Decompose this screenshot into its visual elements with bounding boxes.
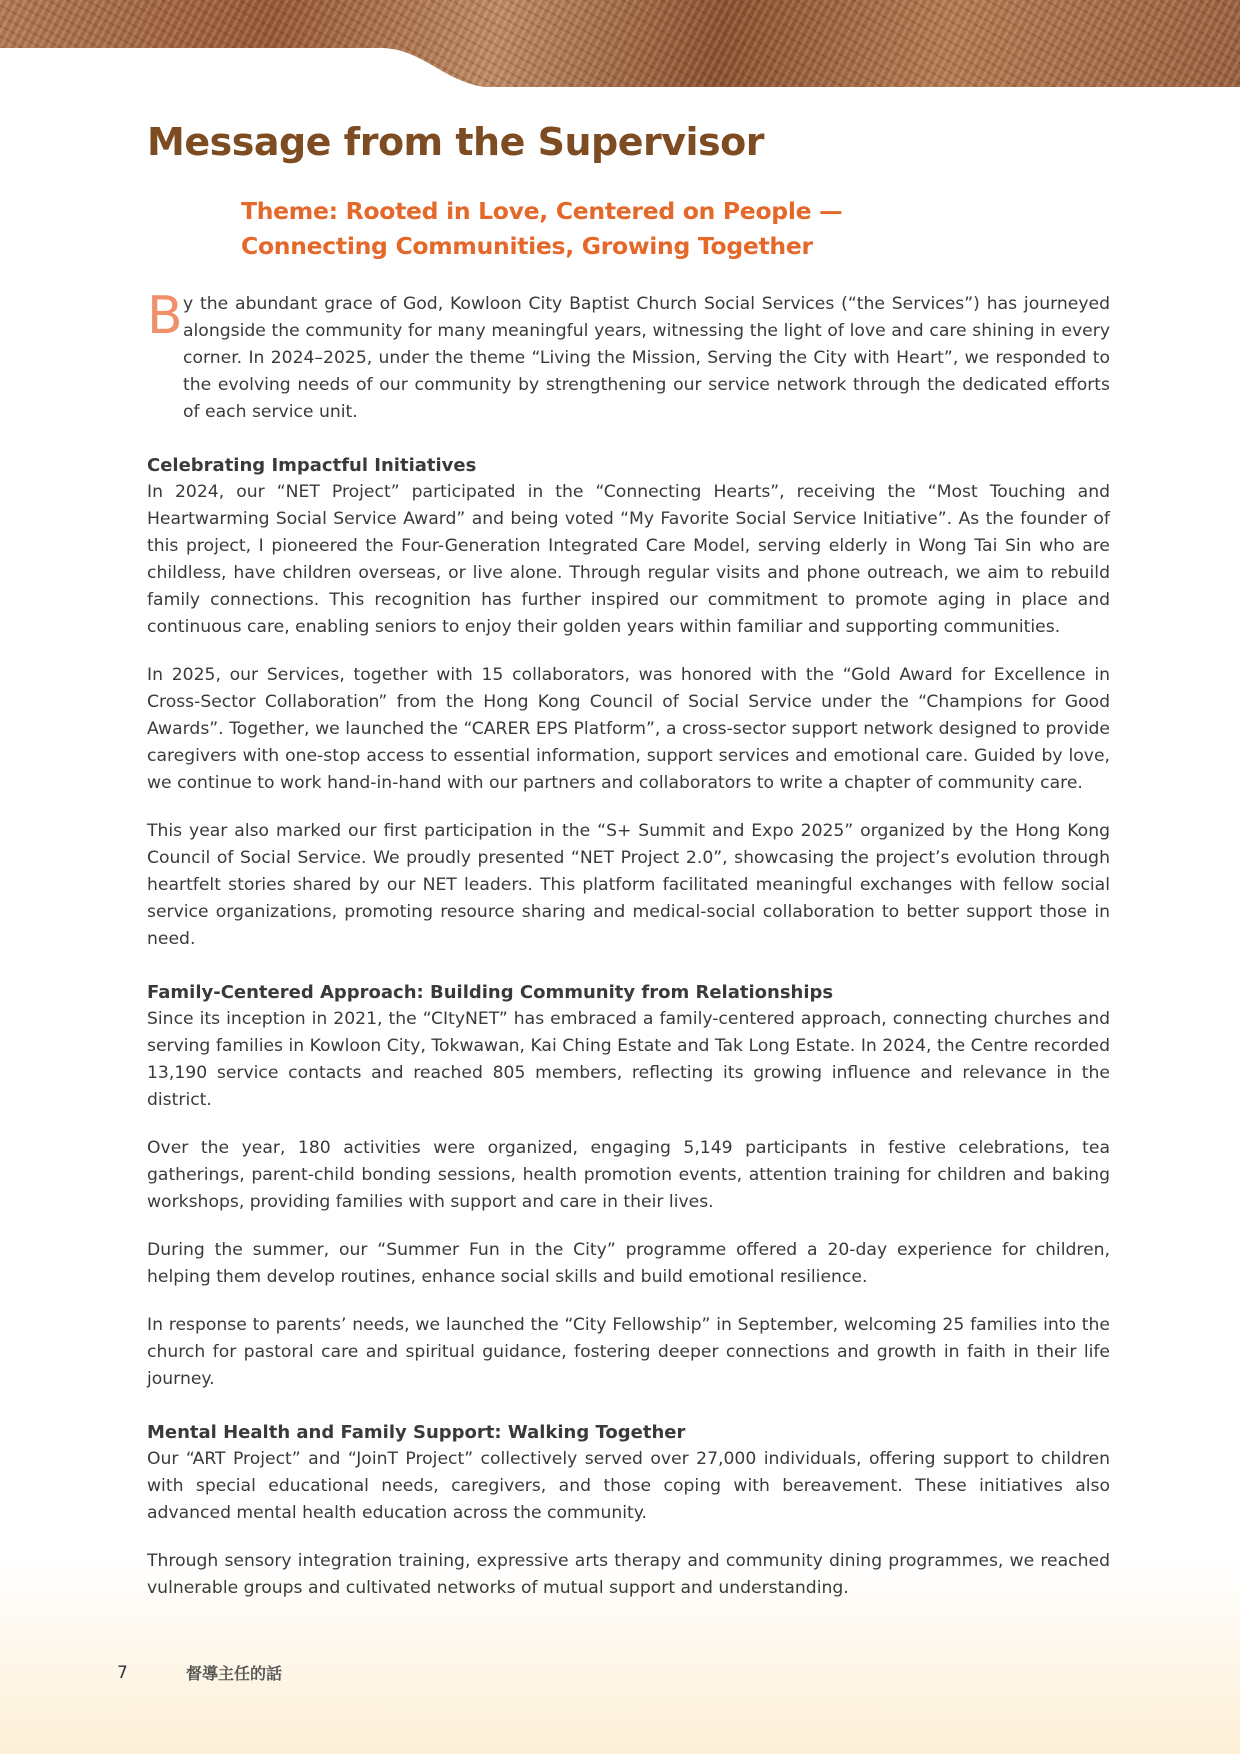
body-paragraph: In response to parents’ needs, we launched the “City Fellowship” in September, welcoming 25 families into the church for pastoral care and spiritual guidance, fostering deeper connections and growth in faith in their life journey. <box>147 1315 1110 1389</box>
body-paragraph: During the summer, our “Summer Fun in the City” programme offered a 20-day experience for children, helping them develop routines, enhance social skills and build emotional resilience. <box>147 1240 1110 1287</box>
intro-text: y the abundant grace of God, Kowloon City Baptist Church Social Services (“the Services”) has journeyed alongside the community for many meaningful years, witnessing the light of love and care shining in every corner. In 2024–2025, under the theme “Living the Mission, Serving the City with Heart”, we responded to the evolving needs of our community by strengthening our service network through the dedicated efforts of each service unit. <box>183 294 1110 422</box>
section-heading: Family-Centered Approach: Building Community from Relationships <box>147 982 834 1003</box>
page-title: Message from the Supervisor <box>147 120 764 164</box>
theme-heading <box>241 194 842 264</box>
theme-line-1: Theme: Rooted in Love, Centered on People — <box>241 197 843 225</box>
body-paragraph: Since its inception in 2021, the “CItyNET” has embraced a family-centered approach, connecting churches and serving families in Kowloon City, Tokwawan, Kai Ching Estate and Tak Long Estate. In 2024, the Centre recorded 13,190 service contacts and reached 805 members, reflecting its growing influence and relevance in the district. <box>147 1009 1110 1110</box>
intro-paragraph <box>147 286 1110 426</box>
section-heading: Celebrating Impactful Initiatives <box>147 455 477 476</box>
article-body <box>147 286 1110 1623</box>
header-banner <box>0 0 1240 88</box>
body-paragraph: In 2025, our Services, together with 15 collaborators, was honored with the “Gold Award for Excellence in Cross-Sector Collaboration” from the Hong Kong Council of Social Service under the “Champions for Good Awards”. Together, we launched the “CARER EPS Platform”, a cross-sector support network designed to provide caregivers with one-stop access to essential information, support services and emotional care. Guided by love, we continue to work hand-in-hand with our partners and collaborators to write a chapter of community care. <box>147 665 1110 793</box>
drop-cap: B <box>147 286 183 346</box>
section-heading: Mental Health and Family Support: Walking Together <box>147 1422 686 1443</box>
body-paragraph: Our “ART Project” and “JoinT Project” collectively served over 27,000 individuals, offering support to children with special educational needs, caregivers, and those coping with bereavement. These initiatives also advanced mental health education across the community. <box>147 1449 1110 1523</box>
body-paragraph: Over the year, 180 activities were organized, engaging 5,149 participants in festive celebrations, tea gatherings, parent-child bonding sessions, health promotion events, attention training for children and baking workshops, providing families with support and care in their lives. <box>147 1138 1110 1212</box>
body-paragraph: Through sensory integration training, expressive arts therapy and community dining programmes, we reached vulnerable groups and cultivated networks of mutual support and understanding. <box>147 1551 1110 1598</box>
body-paragraph: In 2024, our “NET Project” participated in the “Connecting Hearts”, receiving the “Most Touching and Heartwarming Social Service Award” and being voted “My Favorite Social Service Initiative”. As the founder of this project, I pioneered the Four-Generation Integrated Care Model, serving elderly in Wong Tai Sin who are childless, have children overseas, or live alone. Through regular visits and phone outreach, we aim to rebuild family connections. This recognition has further inspired our commitment to promote aging in place and continuous care, enabling seniors to enjoy their golden years within familiar and supporting communities. <box>147 482 1110 637</box>
banner-white-curve <box>0 0 1240 88</box>
body-paragraph: This year also marked our first participation in the “S+ Summit and Expo 2025” organized by the Hong Kong Council of Social Service. We proudly presented “NET Project 2.0”, showcasing the project’s evolution through heartfelt stories shared by our NET leaders. This platform facilitated meaningful exchanges with fellow social service organizations, promoting resource sharing and medical-social collaboration to better support those in need. <box>147 821 1110 949</box>
theme-line-2: Connecting Communities, Growing Together <box>241 232 813 260</box>
footer-section-label: 督導主任的話 <box>186 1664 283 1683</box>
page-number: 7 <box>117 1663 128 1683</box>
